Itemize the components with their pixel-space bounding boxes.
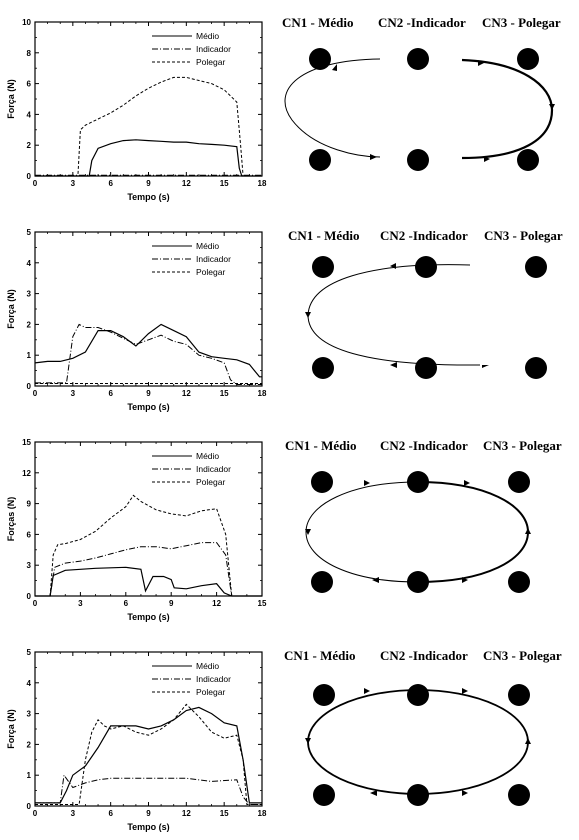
label-cn3: CN3 - Polegar — [482, 15, 561, 30]
series-line-mdio — [35, 707, 262, 803]
contact-point-cn3-top — [508, 684, 530, 706]
y-tick-label: 0 — [26, 592, 31, 601]
trajectory-right-arc — [462, 60, 552, 158]
trajectory-left-arc — [285, 59, 380, 157]
contact-point-cn2-bottom — [415, 357, 437, 379]
label-cn2: CN2 -Indicador — [380, 438, 468, 453]
y-tick-label: 3 — [26, 709, 31, 719]
panel-row-3 — [0, 420, 579, 630]
contact-point-cn3-bottom — [525, 357, 547, 379]
panel-row-1 — [0, 0, 579, 210]
x-tick-label: 18 — [257, 809, 267, 818]
x-tick-label: 0 — [32, 809, 38, 818]
y-axis-title: Força (N) — [6, 79, 16, 119]
label-cn3: CN3 - Polegar — [484, 228, 563, 243]
label-cn2: CN2 -Indicador — [380, 648, 468, 663]
x-tick-label: 18 — [257, 179, 267, 188]
y-tick-label: 5 — [26, 648, 31, 657]
contact-point-cn2-bottom — [407, 149, 429, 171]
trajectory-arc — [308, 265, 480, 365]
y-tick-label: 6 — [26, 79, 31, 89]
label-cn1: CN1 - Médio — [282, 15, 354, 30]
series-line-polegar — [35, 77, 262, 176]
force-chart-4 — [0, 630, 270, 840]
grasp-diagram-2 — [270, 210, 579, 420]
legend-label: Indicador — [196, 674, 231, 684]
y-tick-label: 8 — [26, 48, 31, 58]
grasp-diagram-1 — [270, 0, 579, 210]
arrow-icon — [305, 263, 489, 368]
y-axis-title: Forças (N) — [6, 496, 16, 542]
legend-label: Médio — [196, 241, 220, 251]
legend-label: Polegar — [196, 687, 226, 697]
y-axis-title: Força (N) — [6, 709, 16, 749]
legend-label: Médio — [196, 451, 220, 461]
label-cn3: CN3 - Polegar — [483, 648, 562, 663]
x-tick-label: 0 — [32, 599, 38, 608]
panel-row-2 — [0, 210, 579, 420]
series-line-mdio — [35, 324, 262, 376]
y-axis-title: Força (N) — [6, 289, 16, 329]
y-tick-label: 15 — [22, 438, 31, 447]
label-cn1: CN1 - Médio — [285, 438, 357, 453]
x-axis-title: Tempo (s) — [127, 822, 170, 832]
legend-label: Polegar — [196, 57, 226, 67]
y-tick-label: 5 — [26, 228, 31, 237]
series-line-indicador — [35, 775, 262, 804]
force-chart-1 — [0, 0, 270, 210]
x-tick-label: 6 — [123, 599, 129, 608]
y-tick-label: 4 — [26, 110, 31, 120]
y-tick-label: 0 — [26, 172, 31, 181]
x-tick-label: 15 — [219, 389, 229, 398]
y-tick-label: 2 — [26, 320, 31, 330]
x-axis-title: Tempo (s) — [127, 192, 170, 202]
legend-label: Polegar — [196, 267, 226, 277]
legend-label: Indicador — [196, 254, 231, 264]
y-tick-label: 12 — [22, 468, 31, 478]
contact-point-cn2-top — [407, 684, 429, 706]
contact-point-cn1-top — [309, 48, 331, 70]
series-line-polegar — [35, 495, 262, 596]
x-tick-label: 15 — [257, 599, 267, 608]
contact-point-cn1-top — [312, 256, 334, 278]
x-tick-label: 0 — [32, 179, 38, 188]
y-tick-label: 9 — [26, 499, 31, 509]
x-tick-label: 3 — [70, 389, 76, 398]
x-tick-label: 15 — [219, 179, 229, 188]
x-tick-label: 3 — [78, 599, 83, 608]
y-tick-label: 3 — [26, 289, 31, 299]
x-tick-label: 0 — [32, 389, 38, 398]
y-tick-label: 6 — [26, 530, 31, 540]
x-tick-label: 12 — [181, 179, 191, 188]
contact-point-cn1-bottom — [313, 784, 335, 806]
contact-point-cn2-top — [415, 256, 437, 278]
x-tick-label: 12 — [212, 599, 222, 608]
legend-label: Indicador — [196, 44, 231, 54]
x-tick-label: 12 — [181, 809, 191, 818]
x-tick-label: 9 — [146, 389, 151, 398]
panel-row-4 — [0, 630, 579, 840]
y-tick-label: 1 — [26, 771, 31, 781]
legend-label: Polegar — [196, 477, 226, 487]
x-tick-label: 9 — [146, 809, 151, 818]
contact-point-cn3-top — [517, 48, 539, 70]
grasp-diagram-3 — [270, 420, 579, 630]
force-chart-2 — [0, 210, 270, 420]
x-tick-label: 6 — [108, 389, 113, 398]
contact-point-cn1-bottom — [312, 357, 334, 379]
y-tick-label: 0 — [26, 382, 31, 391]
x-tick-label: 9 — [146, 179, 151, 188]
y-tick-label: 4 — [26, 258, 31, 268]
x-tick-label: 9 — [168, 599, 174, 608]
contact-point-cn1-top — [313, 684, 335, 706]
contact-point-cn1-top — [311, 471, 333, 493]
y-tick-label: 1 — [26, 351, 31, 361]
x-tick-label: 6 — [108, 809, 113, 818]
trajectory-ellipse-thin — [306, 482, 418, 582]
contact-point-cn1-bottom — [309, 149, 331, 171]
x-tick-label: 12 — [181, 389, 191, 398]
y-tick-label: 4 — [26, 678, 31, 688]
legend-label: Indicador — [196, 464, 231, 474]
contact-point-cn2-bottom — [407, 784, 429, 806]
label-cn3: CN3 - Polegar — [483, 438, 562, 453]
grasp-diagram-4 — [270, 630, 579, 840]
series-line-mdio — [35, 140, 262, 176]
contact-point-cn2-top — [407, 48, 429, 70]
label-cn1: CN1 - Médio — [288, 228, 360, 243]
x-tick-label: 3 — [70, 179, 76, 188]
contact-point-cn3-top — [525, 256, 547, 278]
contact-point-cn3-bottom — [508, 571, 530, 593]
label-cn1: CN1 - Médio — [284, 648, 356, 663]
y-tick-label: 0 — [26, 802, 31, 811]
series-line-indicador — [35, 543, 262, 596]
y-tick-label: 10 — [22, 18, 31, 27]
y-tick-label: 2 — [26, 141, 31, 151]
x-tick-label: 15 — [219, 809, 229, 818]
label-cn2: CN2 -Indicador — [380, 228, 468, 243]
x-tick-label: 3 — [70, 809, 76, 818]
arrow-icon — [332, 60, 555, 162]
y-tick-label: 2 — [26, 740, 31, 750]
contact-point-cn3-bottom — [508, 784, 530, 806]
x-axis-title: Tempo (s) — [127, 612, 170, 622]
x-axis-title: Tempo (s) — [127, 402, 170, 412]
label-cn2: CN2 -Indicador — [378, 15, 466, 30]
x-tick-label: 6 — [108, 179, 113, 188]
series-line-mdio — [35, 567, 262, 596]
trajectory-ellipse-thick — [418, 482, 528, 582]
series-line-polegar — [35, 704, 262, 804]
legend-label: Médio — [196, 661, 220, 671]
legend-label: Médio — [196, 31, 220, 41]
contact-point-cn3-bottom — [517, 149, 539, 171]
contact-point-cn3-top — [508, 471, 530, 493]
contact-point-cn1-bottom — [311, 571, 333, 593]
force-chart-3 — [0, 420, 270, 630]
x-tick-label: 18 — [257, 389, 267, 398]
y-tick-label: 3 — [26, 561, 31, 571]
